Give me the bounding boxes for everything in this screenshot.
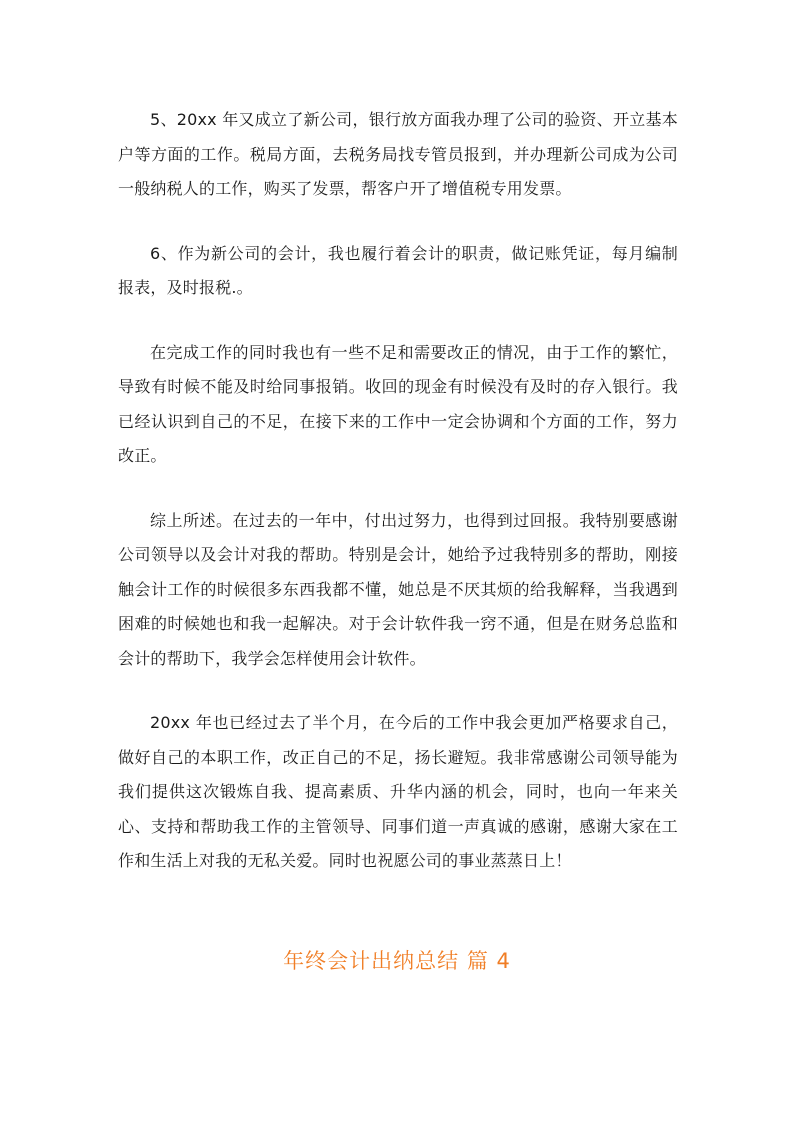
section-title: 年终会计出纳总结 篇 4 xyxy=(283,949,511,973)
paragraph-outlook: 20xx 年也已经过去了半个月，在今后的工作中我会更加严格要求自己，做好自己的本职工作，改正自己的不足，扬长避短。我非常感谢公司领导能为我们提供这次锻炼自我、提高素质、升华内涵的机会，同时，也向一年来关心、支持和帮助我工作的主管领导、同事们道一声真诚的感谢，感谢大家在工作和生活上对我的无私关爱。同时也祝愿公司的事业蒸蒸日上！ xyxy=(118,713,678,870)
paragraph-summary: 综上所述。在过去的一年中，付出过努力，也得到过回报。我特别要感谢公司领导以及会计对我的帮助。特别是会计，她给予过我特别多的帮助，刚接触会计工作的时候很多东西我都不懂，她总是不厌其烦的给我解释，当我遇到困难的时候她也和我一起解决。对于会计软件我一窍不通，但是在财务总监和会计的帮助下，我学会怎样使用会计软件。 xyxy=(118,510,678,668)
document-body xyxy=(118,103,678,909)
paragraph-item-6: 6、作为新公司的会计，我也履行着会计的职责，做记账凭证，每月编制报表，及时报税.。 xyxy=(118,243,678,297)
paragraph-item-5: 5、20xx 年又成立了新公司，银行放方面我办理了公司的验资、开立基本户等方面的工作。税局方面，去税务局找专管员报到，并办理新公司成为公司一般纳税人的工作，购买了发票，帮客户开了增值税专用发票。 xyxy=(118,110,678,198)
paragraph-shortcomings: 在完成工作的同时我也有一些不足和需要改正的情况，由于工作的繁忙，导致有时候不能及时给同事报销。收回的现金有时候没有及时的存入银行。我已经认识到自己的不足，在接下来的工作中一定会协调和个方面的工作，努力改正。 xyxy=(118,342,678,465)
